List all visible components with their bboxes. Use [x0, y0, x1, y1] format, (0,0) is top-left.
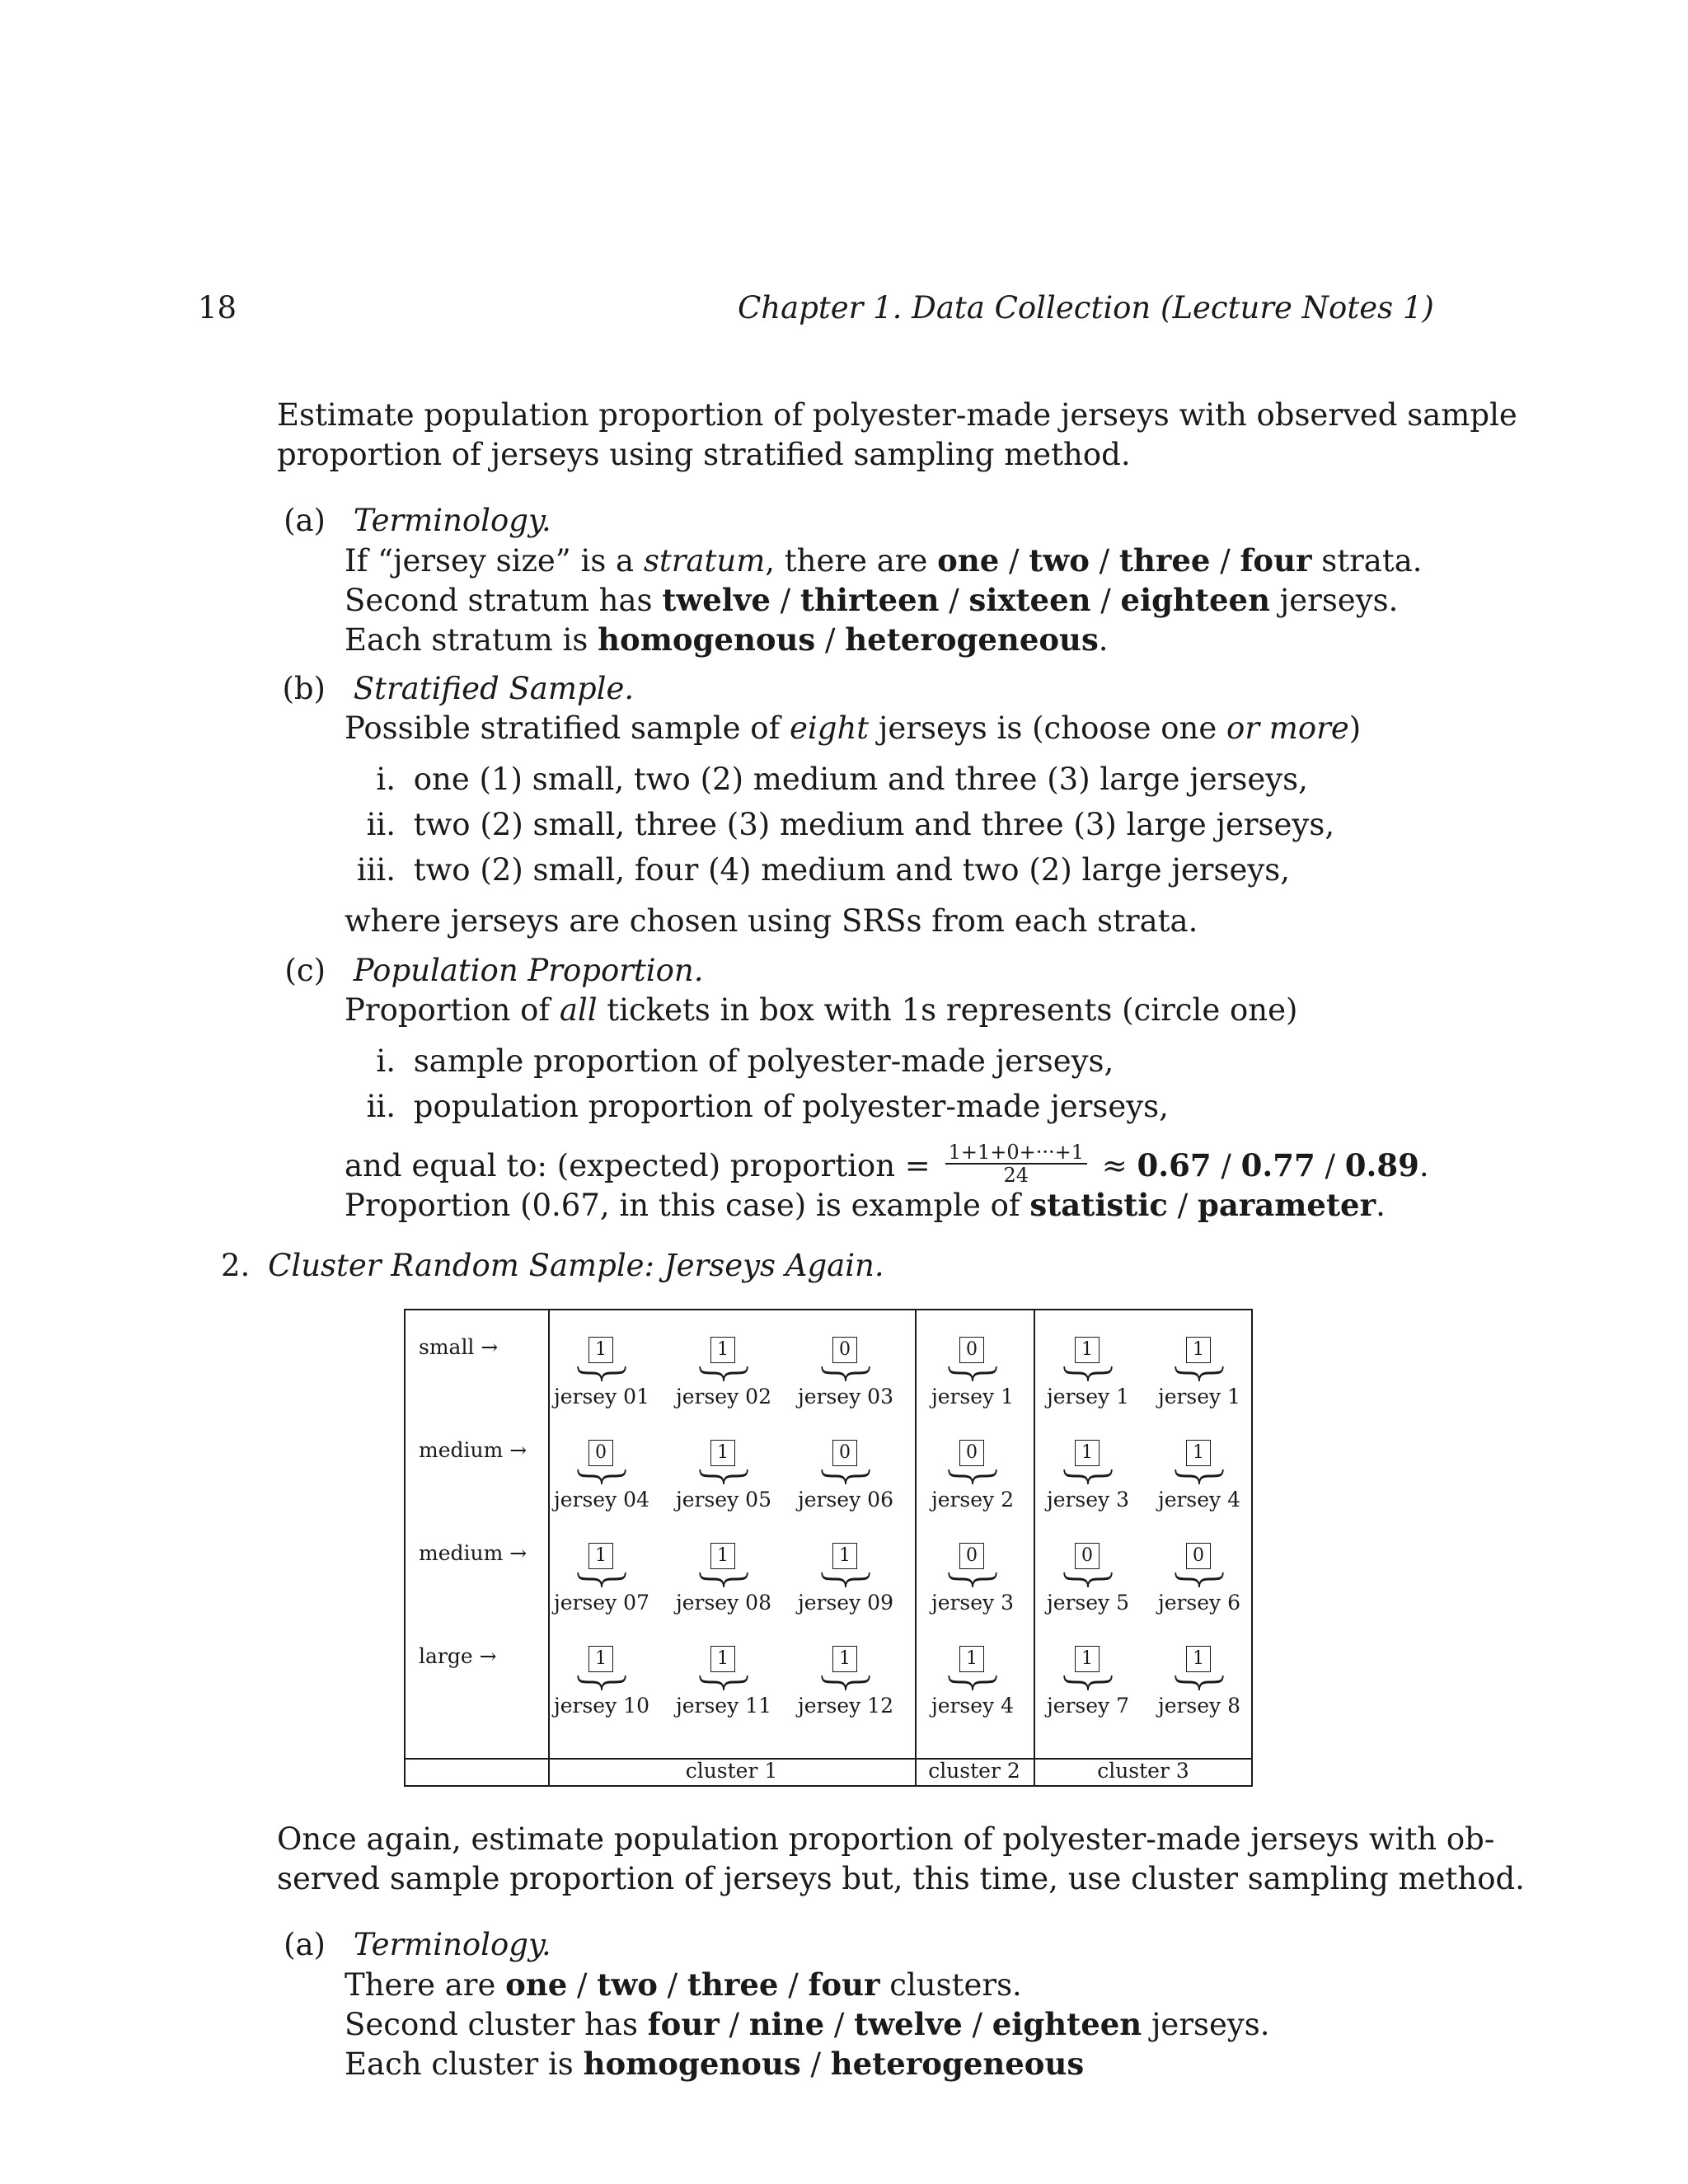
cluster-a-line2: Second cluster has four / nine / twelve / eighteen jerseys. — [345, 2006, 1270, 2042]
jersey-label: jersey 1 — [931, 1385, 1015, 1408]
cluster-a-line3: Each cluster is homogenous / heterogeneous — [345, 2046, 1085, 2082]
text: There are — [345, 1967, 506, 2003]
proportion-equation: and equal to: (expected) proportion = $\frac{1+1+0+\cdot\cdot\cdot+1}{24}$ ≈ 0.67 / 0.77 / 0.89. — [345, 1140, 1429, 1187]
divider — [915, 1309, 917, 1787]
ticket-value-box: 0 — [959, 1543, 984, 1569]
row-label: medium → — [419, 1541, 528, 1565]
jersey-cell — [674, 1333, 773, 1416]
underbrace-icon — [1175, 1571, 1224, 1589]
jersey-label: jersey 4 — [1157, 1488, 1241, 1511]
list-item — [338, 851, 1290, 890]
jersey-label: jersey 3 — [931, 1591, 1015, 1615]
list-item — [338, 1087, 1169, 1127]
fraction-numerator: 1+1+0+···+1 — [945, 1141, 1087, 1165]
fraction — [945, 1141, 1087, 1186]
jersey-label: jersey 02 — [675, 1385, 771, 1408]
underbrace-icon — [821, 1365, 870, 1383]
option: eighteen — [992, 2006, 1142, 2042]
text: If “jersey size” is a — [345, 543, 644, 579]
ticket-value-box: 1 — [710, 1337, 735, 1363]
jersey-label: jersey 6 — [1157, 1591, 1241, 1615]
emphasis: or more — [1226, 710, 1349, 746]
jersey-cell — [1039, 1333, 1137, 1416]
underbrace-icon — [699, 1365, 748, 1383]
underbrace-icon — [1063, 1674, 1113, 1692]
stratified-intro-line1: Estimate population proportion of polyester-made jerseys with observed sample — [277, 397, 1517, 433]
option: three — [1118, 542, 1211, 579]
divider — [548, 1309, 550, 1787]
jersey-cell — [923, 1643, 1022, 1725]
jersey-cell — [1039, 1540, 1137, 1622]
text: . — [1098, 622, 1109, 658]
ticket-value-box: 1 — [588, 1337, 613, 1363]
option: homogenous — [583, 2046, 801, 2082]
text: . — [1376, 1188, 1386, 1223]
jersey-label: jersey 07 — [553, 1591, 649, 1615]
cluster-label: cluster 3 — [1097, 1759, 1189, 1783]
jersey-cell — [923, 1540, 1022, 1622]
cluster-intro-line2: served sample proportion of jerseys but, this time, use cluster sampling method. — [277, 1861, 1525, 1896]
text: tickets in box with 1s represents (circle one) — [597, 992, 1298, 1028]
text: , there are — [765, 543, 938, 579]
item-text: population proportion of polyester-made jerseys, — [413, 1089, 1169, 1124]
stratified-c-heading — [280, 951, 704, 991]
underbrace-icon — [577, 1468, 626, 1486]
cluster-a-heading — [280, 1925, 551, 1965]
text: Second cluster has — [345, 2007, 648, 2042]
ticket-value-box: 1 — [1075, 1646, 1100, 1672]
row-label: small → — [419, 1335, 499, 1359]
ticket-value-box: 0 — [588, 1440, 613, 1466]
option: two — [1029, 542, 1090, 579]
item-text: two (2) small, four (4) medium and two (2) large jerseys, — [413, 852, 1291, 888]
option: three — [687, 1966, 779, 2003]
jersey-cell — [674, 1540, 773, 1622]
list-item — [338, 760, 1308, 799]
underbrace-icon — [948, 1571, 997, 1589]
ticket-value-box: 1 — [1186, 1337, 1211, 1363]
ticket-value-box: 1 — [710, 1646, 735, 1672]
ticket-value-box: 1 — [710, 1440, 735, 1466]
ticket-value-box: 1 — [832, 1646, 857, 1672]
term: stratum — [643, 543, 766, 579]
divider — [1034, 1309, 1035, 1787]
ticket-value-box: 1 — [1186, 1646, 1211, 1672]
underbrace-icon — [577, 1365, 626, 1383]
option: one — [505, 1966, 568, 2003]
jersey-label: jersey 8 — [1157, 1694, 1241, 1718]
option: four — [808, 1966, 880, 2003]
text: Proportion (0.67, in this case) is example of — [345, 1188, 1030, 1223]
jersey-label: jersey 1 — [1046, 1385, 1130, 1408]
jersey-cell — [1150, 1643, 1249, 1725]
jersey-label: jersey 1 — [1157, 1385, 1241, 1408]
text: jerseys. — [1142, 2007, 1270, 2042]
item-marker: (a) — [284, 503, 326, 538]
jersey-cell — [923, 1436, 1022, 1519]
jersey-cell — [796, 1333, 895, 1416]
underbrace-icon — [1063, 1571, 1113, 1589]
jersey-cell — [552, 1333, 651, 1416]
option: thirteen — [799, 582, 940, 618]
ticket-value-box: 0 — [832, 1440, 857, 1466]
cluster-label: cluster 2 — [928, 1759, 1020, 1783]
option: one — [937, 542, 1000, 579]
underbrace-icon — [577, 1571, 626, 1589]
underbrace-icon — [821, 1674, 870, 1692]
ticket-value-box: 0 — [959, 1337, 984, 1363]
ticket-value-box: 1 — [959, 1646, 984, 1672]
item-marker: (c) — [284, 953, 326, 988]
jersey-label: jersey 06 — [797, 1488, 893, 1511]
ticket-value-box: 0 — [832, 1337, 857, 1363]
underbrace-icon — [948, 1365, 997, 1383]
jersey-label: jersey 12 — [797, 1694, 893, 1718]
stratified-b-line1 — [345, 709, 1361, 748]
option: nine — [748, 2006, 825, 2042]
text: Each stratum is — [345, 622, 598, 658]
ticket-value-box: 1 — [588, 1646, 613, 1672]
jersey-label: jersey 05 — [675, 1488, 771, 1511]
jersey-cell — [1039, 1643, 1137, 1725]
item-marker: 2. — [221, 1248, 251, 1283]
jersey-cell — [796, 1540, 895, 1622]
option: homogenous — [598, 621, 816, 658]
item-marker: i. — [376, 762, 396, 797]
stratified-c-last: Proportion (0.67, in this case) is example of statistic / parameter. — [345, 1187, 1386, 1223]
text: Proportion of — [345, 992, 560, 1028]
ticket-value-box: 1 — [1186, 1440, 1211, 1466]
jersey-label: jersey 2 — [931, 1488, 1015, 1511]
list-item — [338, 1042, 1114, 1081]
jersey-cell — [1150, 1540, 1249, 1622]
text: Possible stratified sample of — [345, 710, 790, 746]
option: four — [647, 2006, 720, 2042]
option: heterogeneous — [845, 621, 1099, 658]
jersey-cell — [796, 1436, 895, 1519]
underbrace-icon — [948, 1468, 997, 1486]
item-title: Cluster Random Sample: Jerseys Again. — [268, 1248, 884, 1283]
option: two — [597, 1966, 658, 2003]
jersey-cell — [552, 1436, 651, 1519]
item-marker: (a) — [284, 1927, 326, 1962]
underbrace-icon — [699, 1674, 748, 1692]
ticket-value-box: 1 — [1075, 1337, 1100, 1363]
text: strata. — [1311, 543, 1423, 579]
item-title: Stratified Sample. — [353, 671, 635, 706]
jersey-cell — [552, 1643, 651, 1725]
page-number: 18 — [198, 290, 237, 326]
text: ) — [1348, 710, 1362, 746]
underbrace-icon — [1063, 1468, 1113, 1486]
item-title: Population Proportion. — [353, 953, 704, 988]
text: Each cluster is — [345, 2046, 584, 2082]
underbrace-icon — [1063, 1365, 1113, 1383]
stratified-c-line1 — [345, 991, 1297, 1030]
cluster-a-line1: There are one / two / three / four clusters. — [345, 1966, 1022, 2003]
jersey-cell — [674, 1436, 773, 1519]
jersey-label: jersey 11 — [675, 1694, 771, 1718]
cluster-heading — [221, 1246, 884, 1286]
ticket-value-box: 1 — [588, 1543, 613, 1569]
jersey-label: jersey 10 — [553, 1694, 649, 1718]
ticket-value-box: 0 — [959, 1440, 984, 1466]
jersey-label: jersey 5 — [1046, 1591, 1130, 1615]
option: 0.67 — [1137, 1147, 1212, 1183]
ticket-value-box: 0 — [1075, 1543, 1100, 1569]
fraction-denominator: 24 — [1003, 1163, 1029, 1187]
option: heterogeneous — [830, 2046, 1085, 2082]
option: parameter — [1197, 1187, 1376, 1223]
stratified-b-after: where jerseys are chosen using SRSs from each strata. — [345, 903, 1198, 939]
stratified-b-heading — [280, 669, 634, 709]
option: twelve — [854, 2006, 963, 2042]
row-label: large → — [419, 1644, 497, 1668]
item-text: sample proportion of polyester-made jerseys, — [413, 1043, 1114, 1079]
underbrace-icon — [577, 1674, 626, 1692]
item-text: one (1) small, two (2) medium and three (3) large jerseys, — [413, 762, 1308, 797]
option: four — [1240, 542, 1312, 579]
underbrace-icon — [821, 1468, 870, 1486]
jersey-label: jersey 08 — [675, 1591, 771, 1615]
underbrace-icon — [1175, 1674, 1224, 1692]
emphasis: eight — [790, 710, 870, 746]
jersey-label: jersey 04 — [553, 1488, 649, 1511]
jersey-cell — [923, 1333, 1022, 1416]
stratified-a-line1: If “jersey size” is a stratum, there are one / two / three / four strata. — [345, 542, 1423, 579]
jersey-cell — [1150, 1333, 1249, 1416]
stratified-a-line2: Second stratum has twelve / thirteen / sixteen / eighteen jerseys. — [345, 582, 1399, 618]
stratified-a-line3: Each stratum is homogenous / heterogeneous. — [345, 621, 1109, 658]
text: ≈ — [1091, 1148, 1137, 1183]
option: statistic — [1029, 1187, 1168, 1223]
stratified-a-heading — [280, 501, 551, 541]
jersey-cell — [1039, 1436, 1137, 1519]
cluster-label: cluster 1 — [685, 1759, 778, 1783]
ticket-value-box: 0 — [1186, 1543, 1211, 1569]
underbrace-icon — [1175, 1468, 1224, 1486]
ticket-value-box: 1 — [832, 1543, 857, 1569]
item-text: two (2) small, three (3) medium and three (3) large jerseys, — [413, 807, 1335, 842]
item-marker: ii. — [366, 807, 396, 842]
ticket-value-box: 1 — [1075, 1440, 1100, 1466]
item-title: Terminology. — [353, 503, 551, 538]
text: Second stratum has — [345, 583, 663, 618]
underbrace-icon — [948, 1674, 997, 1692]
jersey-label: jersey 4 — [931, 1694, 1015, 1718]
item-marker: i. — [376, 1043, 396, 1079]
jersey-cell — [1150, 1436, 1249, 1519]
underbrace-icon — [699, 1468, 748, 1486]
underbrace-icon — [699, 1571, 748, 1589]
list-item — [338, 805, 1334, 845]
ticket-value-box: 1 — [710, 1543, 735, 1569]
option: sixteen — [968, 582, 1091, 618]
item-marker: ii. — [366, 1089, 396, 1124]
running-head: Chapter 1. Data Collection (Lecture Notes 1) — [738, 290, 1434, 326]
stratified-intro-line2: proportion of jerseys using stratified sampling method. — [277, 437, 1131, 472]
jersey-label: jersey 03 — [797, 1385, 893, 1408]
text: clusters. — [879, 1967, 1022, 2003]
cluster-intro-line1: Once again, estimate population proportion of polyester-made jerseys with ob- — [277, 1821, 1495, 1857]
jersey-cell — [796, 1643, 895, 1725]
option: twelve — [662, 582, 771, 618]
text: and equal to: (expected) proportion = — [345, 1148, 940, 1183]
emphasis: all — [559, 992, 598, 1028]
option: 0.89 — [1344, 1147, 1419, 1183]
underbrace-icon — [1175, 1365, 1224, 1383]
option: 0.77 — [1240, 1147, 1315, 1183]
cluster-figure — [404, 1309, 1253, 1787]
jersey-label: jersey 01 — [553, 1385, 649, 1408]
underbrace-icon — [821, 1571, 870, 1589]
row-label: medium → — [419, 1438, 528, 1462]
item-marker: iii. — [356, 852, 396, 888]
jersey-label: jersey 09 — [797, 1591, 893, 1615]
jersey-cell — [552, 1540, 651, 1622]
jersey-label: jersey 3 — [1046, 1488, 1130, 1511]
option: eighteen — [1120, 582, 1270, 618]
text: jerseys is (choose one — [869, 710, 1227, 746]
item-title: Terminology. — [353, 1927, 551, 1962]
item-marker: (b) — [282, 671, 326, 706]
text: jerseys. — [1270, 583, 1399, 618]
text: . — [1418, 1148, 1429, 1183]
jersey-label: jersey 7 — [1046, 1694, 1130, 1718]
jersey-cell — [674, 1643, 773, 1725]
